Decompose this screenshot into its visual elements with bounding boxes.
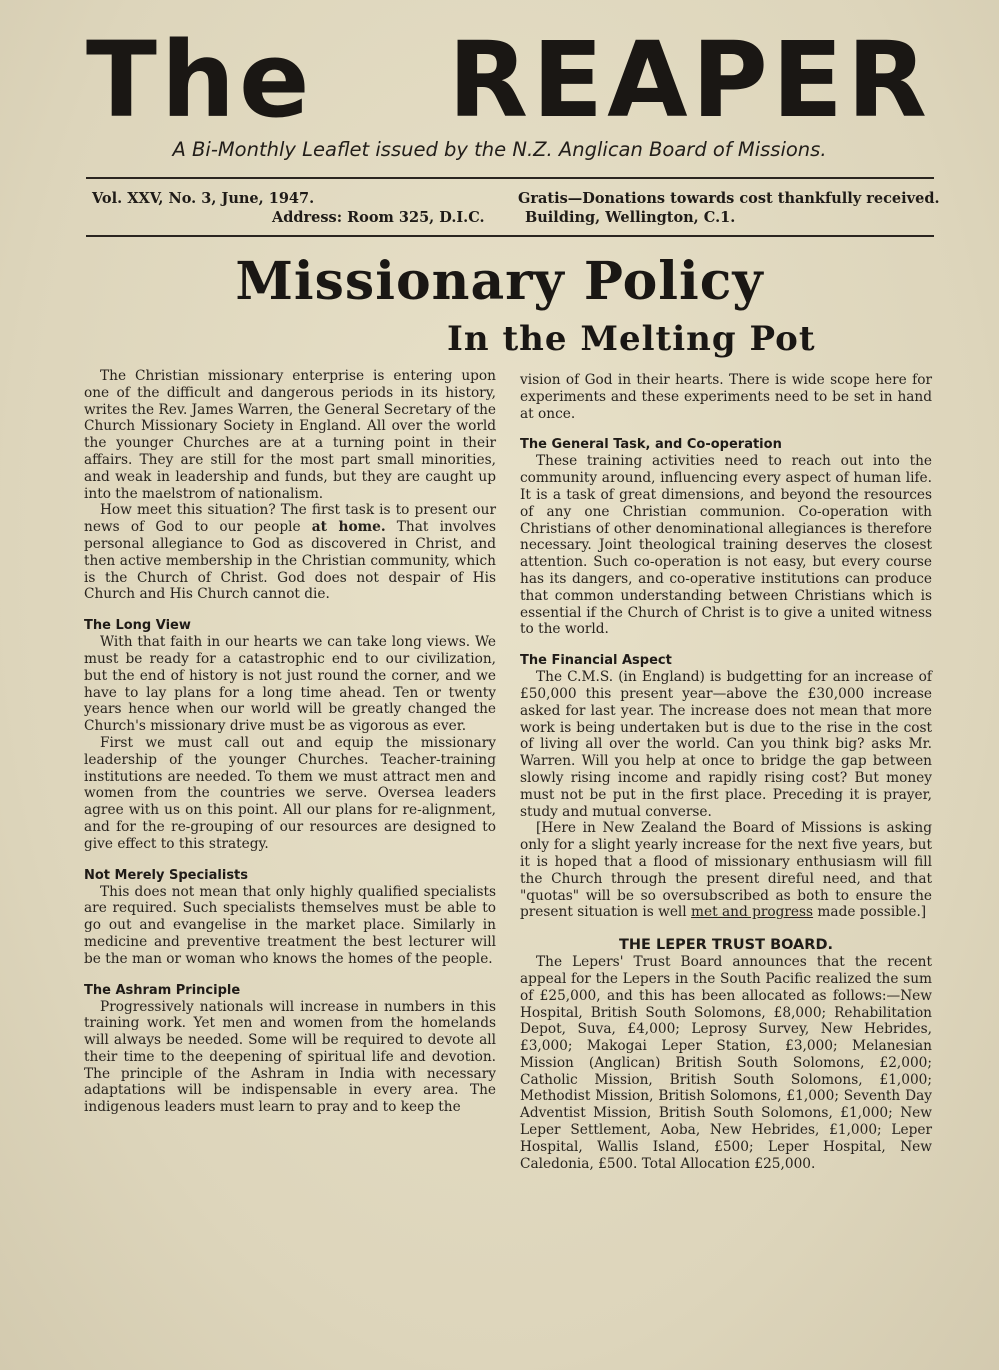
leper-trust-body: The Lepers' Trust Board announces that the recent appeal for the Lepers in the South Pacific realized the sum of £25,000, and this has been allocated as follows:—New Hospital, British South Solomons, £8,000; Rehabilitation Depot, Suva, £4,000; Leprosy Survey, New Hebrides, £3,000; Makogai Leper Station, £3,000; Melanesian Mission (Anglican) British South Solomons, £2,000; Catholic Mission, British South Solomons, £1,000; Methodist Mission, British Solomons, £1,000; Seventh Day Adventist Mission, British South Solomons, £1,000; New Leper Settlement, Aoba, New Hebrides, £1,000; Leper Hospital, Wallis Island, £500; Leper Hospital, New Caledonia, £500. Total Allocation £25,000. [520,954,932,1172]
paragraph: [Here in New Zealand the Board of Missions is asking only for a slight yearly increase for the next five years, but it is hoped that a flood of missionary enthusiasm will fill the Church through the present direful need, and that "quotas" will be so oversubscribed as both to ensure the present situation is well met and progress made possible.] [520,820,932,921]
paragraph: vision of God in their hearts. There is wide scope here for experiments and these experiments need to be set in hand at once. [520,372,932,422]
masthead-word-the: The [86,19,314,141]
issue-volume: Vol. XXV, No. 3, June, 1947. [92,190,315,207]
paragraph: How meet this situation? The first task is to present our news of God to our people at home. That involves personal allegiance to God as discovered in Christ, and then active membership in the Christian community, which is the Church of Christ. God does not despair of His Church and His Church cannot die. [84,502,496,603]
bottom-divider [86,235,934,237]
top-divider [86,177,934,179]
paragraph: First we must call out and equip the missionary leadership of the younger Churches. Teacher-training institutions are needed. To them we must attract men and women from the countries we serve. Oversea leaders agree with us on this point. All our plans for re-alignment, and for the re-grouping of our resources are designed to give effect to this strategy. [84,734,496,852]
right-column [520,372,932,1172]
masthead-word-reaper: REAPER [448,19,931,141]
leper-trust-heading: THE LEPER TRUST BOARD. [618,937,833,954]
issue-address: Address: Room 325, D.I.C. [272,209,485,226]
issue-gratis: Gratis—Donations towards cost thankfully received. [518,190,940,207]
masthead-subtitle: A Bi-Monthly Leaflet issued by the N.Z. Anglican Board of Missions. [172,138,827,161]
masthead-title [86,19,931,141]
issue-building: Building, Wellington, C.1. [525,209,736,226]
section-heading-specialists: Not Merely Specialists [84,867,249,883]
section-heading-ashram: The Ashram Principle [84,982,241,998]
paragraph: These training activities need to reach out into the community around, influencing every aspect of human life. It is a task of great dimensions, and beyond the resources of any one Christian communion. Co-operation with Christians of other denominational allegiances is therefore necessary. Joint theological training deserves the closest attention. Such co-operation is not easy, but every course has its dangers, and co-operative institutions can produce that common understanding between Christians which is essential if the Church of Christ is to give a united witness to the world. [520,453,932,638]
article-subheadline: In the Melting Pot [447,319,816,359]
paragraph: This does not mean that only highly qualified specialists are required. Such specialists themselves must be able to go out and evangelise in the market place. Similarly in medicine and preventive treatment the best lecturer will be the man or woman who knows the homes of the people. [84,883,496,967]
article-headline: Missionary Policy [235,251,764,312]
section-heading-long-view: The Long View [84,618,191,634]
paragraph: With that faith in our hearts we can take long views. We must be ready for a catastrophic end to our civilization, but the end of history is not just round the corner, and we have to lay plans for a long time ahead. Ten or twenty years hence when our world will be greatly changed the Church's missionary drive must be as vigorous as ever. [84,634,496,735]
section-heading-financial: The Financial Aspect [520,653,672,669]
paragraph: The C.M.S. (in England) is budgetting for an increase of £50,000 this present year—above the £30,000 increase asked for last year. The increase does not mean that more work is being undertaken but is due to the rise in the cost of living all over the world. Can you think big? asks Mr. Warren. Will you help at once to bridge the gap between slowly rising income and rapidly rising cost? But money must not be put in the first place. Preceding it is prayer, study and mutual converse. [520,669,932,820]
paragraph: Progressively nationals will increase in numbers in this training work. Yet men and women from the homelands will always be needed. Some will be required to devote all their time to the deepening of spiritual life and devotion. The principle of the Ashram in India with necessary adaptations will be indispensable in every area. The indigenous leaders must learn to pray and to keep the [84,998,496,1116]
section-heading-general-task: The General Task, and Co-operation [520,437,782,453]
left-column [84,368,496,1116]
paragraph: The Christian missionary enterprise is entering upon one of the difficult and dangerous periods in its history, writes the Rev. James Warren, the General Secretary of the Church Missionary Society in England. All over the world the younger Churches are at a turning point in their affairs. They are still for the most part small minorities, and weak in leadership and funds, but they are caught up into the maelstrom of nationalism. [84,368,496,502]
